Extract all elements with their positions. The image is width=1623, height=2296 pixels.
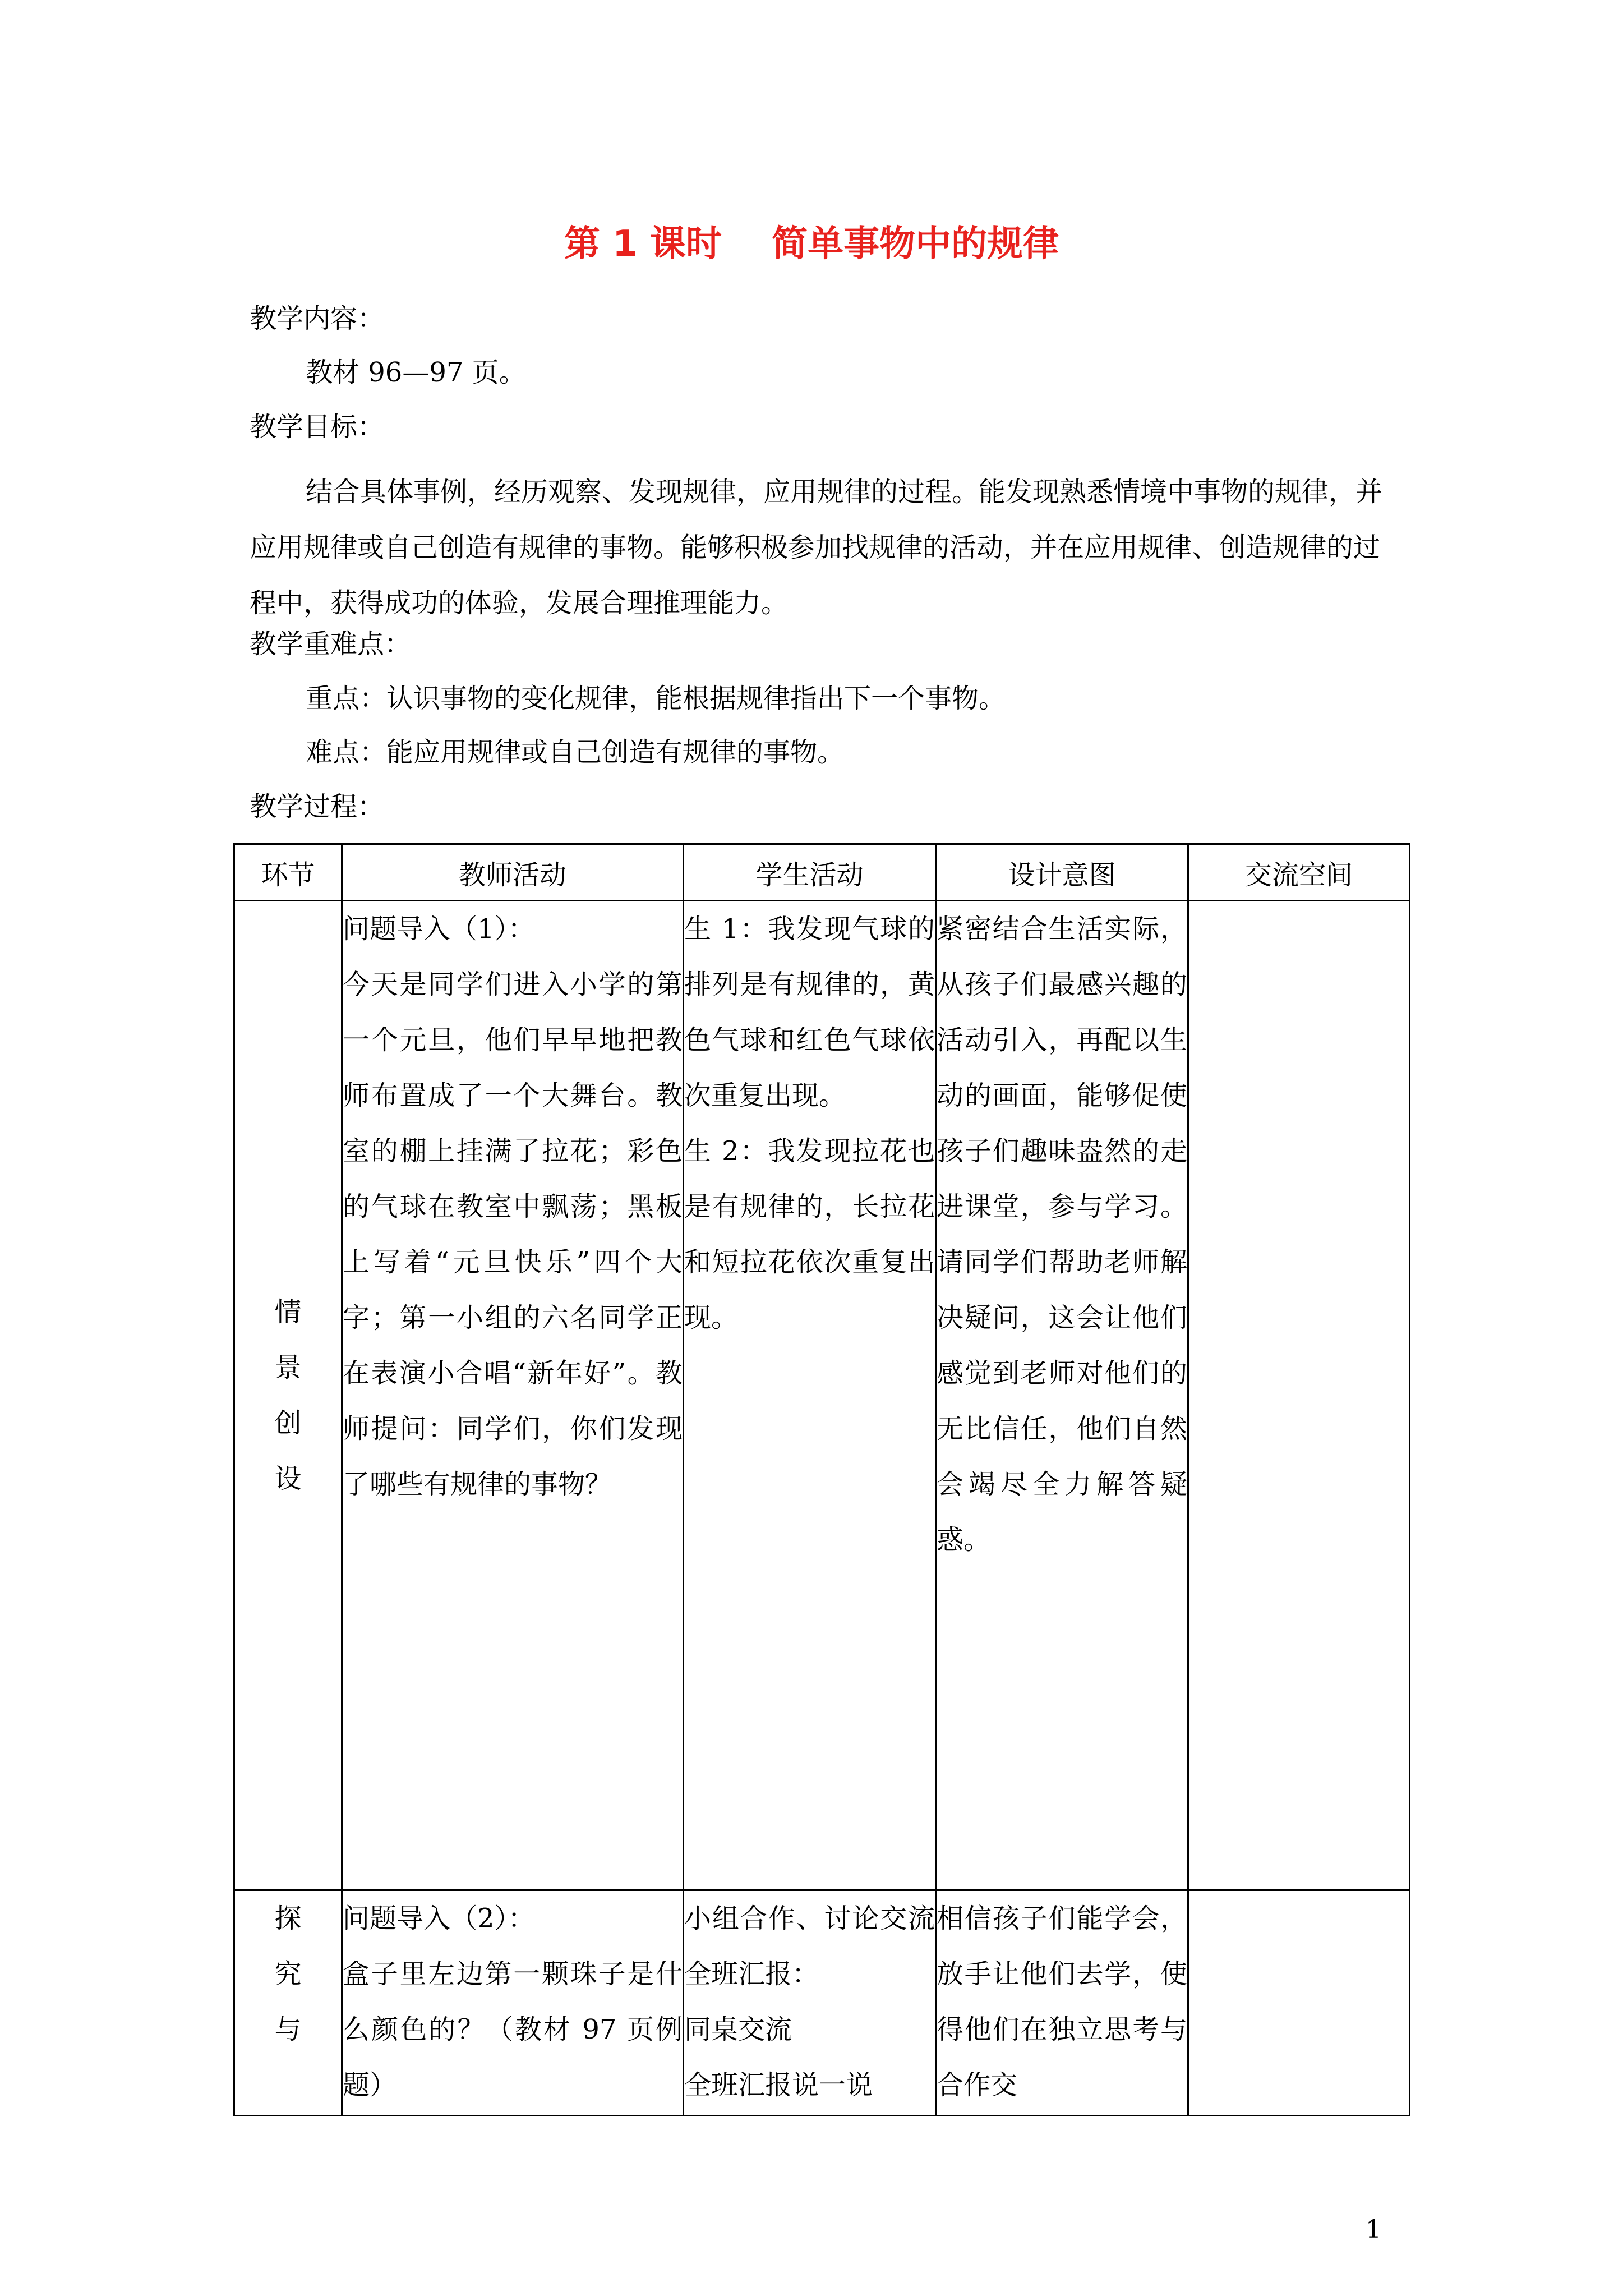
lesson-process-table — [233, 843, 1410, 2116]
stage-char: 探 — [274, 1903, 302, 1934]
header-exchange-space: 交流空间 — [1188, 844, 1410, 901]
stage-char: 究 — [274, 1958, 302, 1990]
table-row — [234, 1890, 1410, 2116]
stage-char: 设 — [274, 1462, 302, 1494]
student-activity-text: 同桌交流 — [684, 2014, 792, 2045]
design-intent-cell — [936, 1890, 1188, 2116]
student-activity-cell — [684, 1890, 936, 2116]
stage-char: 情 — [274, 1296, 302, 1328]
teacher-activity-text: 今天是同学们进入小学的第一个元旦，他们早早地把教师布置成了一个大舞台。教室的棚上挂满了拉花；彩色的气球在教室中飘荡；黑板上写着“元旦快乐”四个大字；第一小组的六名同学正在表演小合唱“新年好”。教师提问：同学们，你们发现了哪些有规律的事物？ — [343, 969, 683, 1500]
header-stage: 环节 — [234, 844, 342, 901]
stage-char: 创 — [274, 1407, 302, 1439]
student-activity-cell — [684, 901, 936, 1890]
teacher-activity-heading: 问题导入（1）： — [343, 913, 535, 945]
header-design-intent: 设计意图 — [936, 844, 1188, 901]
stage-cell — [234, 1890, 342, 2116]
key-heading: 教学重难点： — [250, 628, 412, 660]
page-number: 1 — [1366, 2215, 1381, 2244]
goal-text: 结合具体事例，经历观察、发现规律，应用规律的过程。能发现熟悉情境中事物的规律，并应用规律或自己创造有规律的事物。能够积极参加找规律的活动，并在应用规律、创造规律的过程中，获得成功的体验，发展合理推理能力。 — [250, 476, 1383, 619]
student-activity-text: 生 1：我发现气球的排列是有规律的，黄色气球和红色气球依次重复出现。 — [684, 913, 935, 1111]
table-header-row — [234, 844, 1410, 901]
content-heading: 教学内容： — [250, 303, 385, 334]
teacher-activity-cell — [342, 901, 684, 1890]
design-intent-text: 紧密结合生活实际，从孩子们最感兴趣的活动引入，再配以生动的画面，能够促使孩子们趣味盎然的走进课堂，参与学习。请同学们帮助老师解决疑问，这会让他们感觉到老师对他们的无比信任，他们自然会竭尽全力解答疑惑。 — [937, 913, 1187, 1556]
exchange-space-cell — [1188, 1890, 1410, 2116]
student-activity-text: 全班汇报说一说 — [684, 2069, 873, 2101]
header-student-activity: 学生活动 — [684, 844, 936, 901]
difficult-point: 难点：能应用规律或自己创造有规律的事物。 — [306, 737, 845, 768]
stage-char: 景 — [274, 1351, 302, 1383]
exchange-space-cell — [1188, 901, 1410, 1890]
goal-heading: 教学目标： — [250, 411, 385, 443]
stage-cell — [234, 901, 342, 1890]
teacher-activity-heading: 问题导入（2）： — [343, 1903, 535, 1934]
content-text: 教材 96—97 页。 — [306, 357, 526, 388]
table-row — [234, 901, 1410, 1890]
stage-char: 与 — [274, 2014, 302, 2045]
student-activity-text: 小组合作、讨论交流全班汇报： — [684, 1903, 935, 1990]
teacher-activity-text: 盒子里左边第一颗珠子是什么颜色的？（教材 97 页例题） — [343, 1958, 683, 2101]
teacher-activity-cell — [342, 1890, 684, 2116]
design-intent-cell — [936, 901, 1188, 1890]
header-teacher-activity: 教师活动 — [342, 844, 684, 901]
student-activity-text: 生 2：我发现拉花也是有规律的，长拉花和短拉花依次重复出现。 — [684, 1135, 935, 1333]
key-point: 重点：认识事物的变化规律，能根据规律指出下一个事物。 — [306, 683, 1006, 714]
design-intent-text: 相信孩子们能学会，放手让他们去学，使得他们在独立思考与合作交 — [937, 1903, 1187, 2101]
page-title: 第 1 课时 简单事物中的规律 — [564, 223, 1059, 265]
process-heading: 教学过程： — [250, 791, 385, 822]
